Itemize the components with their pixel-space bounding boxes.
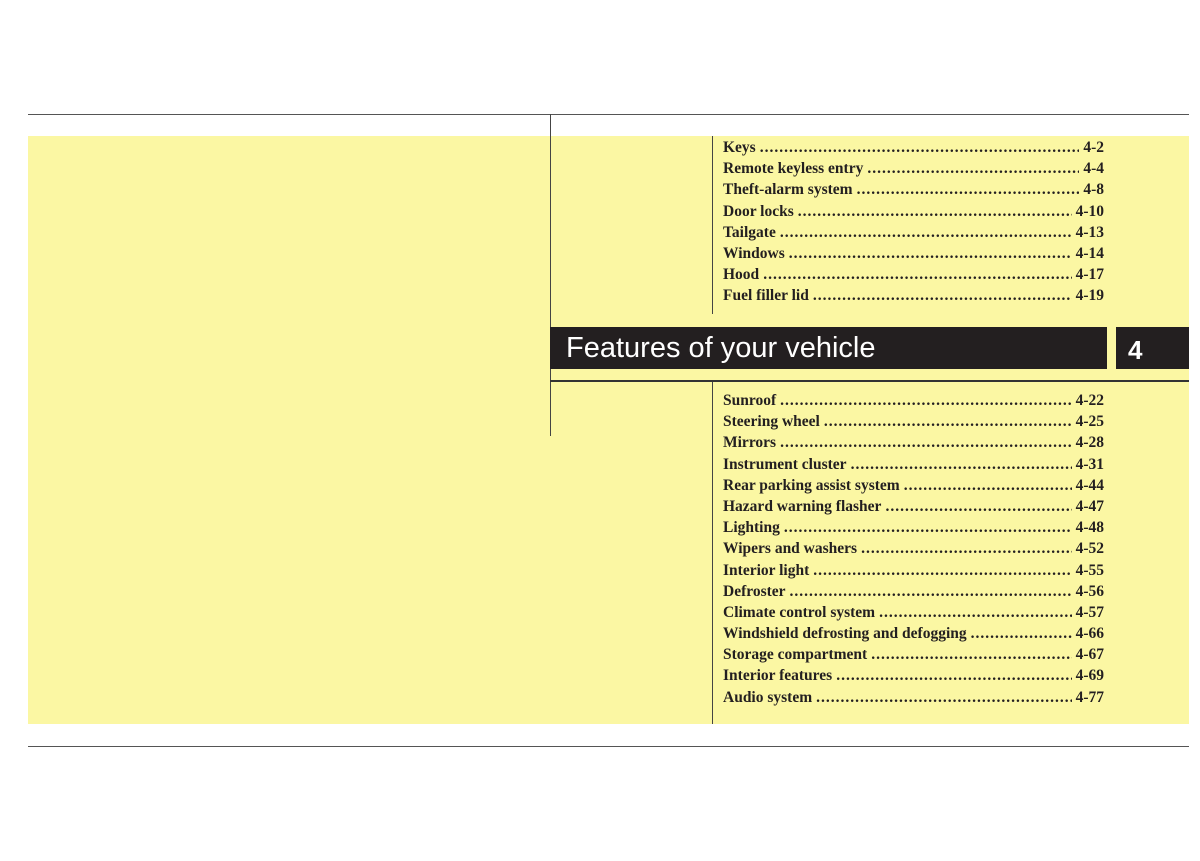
- toc-entry[interactable]: [723, 519, 1104, 540]
- divider-vertical-left: [550, 114, 551, 436]
- leader-dots: [971, 625, 1072, 643]
- toc-entry-label: Interior features: [723, 667, 833, 685]
- toc-entry[interactable]: [723, 562, 1104, 583]
- toc-entry[interactable]: [723, 540, 1104, 561]
- toc-entry-page: 4-4: [1083, 160, 1104, 178]
- toc-divider-lower: [712, 382, 713, 724]
- toc-entry[interactable]: [723, 434, 1104, 455]
- leader-dots: [861, 540, 1072, 558]
- toc-entry-label: Climate control system: [723, 603, 876, 621]
- leader-dots: [763, 266, 1071, 284]
- leader-dots: [790, 583, 1072, 601]
- toc-entry-label: Hazard warning flasher: [723, 497, 882, 515]
- toc-entry-page: 4-69: [1075, 667, 1104, 685]
- toc-entry[interactable]: [723, 604, 1104, 625]
- toc-entry-page: 4-28: [1075, 434, 1104, 452]
- toc-entry-page: 4-44: [1075, 476, 1104, 494]
- toc-entry-page: 4-56: [1075, 582, 1104, 600]
- toc-entry-label: Hood: [723, 266, 760, 284]
- toc-entry-page: 4-10: [1075, 202, 1104, 220]
- toc-entry-page: 4-52: [1075, 540, 1104, 558]
- toc-entry[interactable]: [723, 160, 1104, 181]
- leader-dots: [813, 287, 1072, 305]
- toc-list-upper: [723, 139, 1104, 309]
- toc-entry-page: 4-22: [1075, 392, 1104, 409]
- toc-entry-label: Lighting: [723, 519, 780, 537]
- bottom-rule: [28, 746, 1189, 747]
- toc-entry-label: Defroster: [723, 582, 786, 600]
- toc-entry[interactable]: [723, 583, 1104, 604]
- toc-entry[interactable]: [723, 646, 1104, 667]
- toc-entry-label: Instrument cluster: [723, 455, 847, 473]
- toc-entry-page: 4-66: [1075, 625, 1104, 643]
- leader-dots: [789, 245, 1072, 263]
- leader-dots: [784, 519, 1072, 537]
- toc-entry-label: Theft-alarm system: [723, 181, 853, 199]
- toc-entry-label: Rear parking assist system: [723, 476, 900, 494]
- leader-dots: [780, 392, 1071, 410]
- chapter-number: 4: [1116, 327, 1189, 369]
- toc-entry-page: 4-17: [1075, 266, 1104, 284]
- toc-entry-label: Wipers and washers: [723, 540, 858, 558]
- leader-dots: [851, 456, 1072, 474]
- toc-entry[interactable]: [723, 477, 1104, 498]
- toc-entry[interactable]: [723, 181, 1104, 202]
- toc-entry-page: 4-47: [1075, 497, 1104, 515]
- toc-entry-page: 4-31: [1075, 455, 1104, 473]
- leader-dots: [904, 477, 1072, 495]
- toc-entry-page: 4-67: [1075, 646, 1104, 664]
- toc-entry[interactable]: [723, 245, 1104, 266]
- toc-entry[interactable]: [723, 498, 1104, 519]
- toc-entry-label: Windows: [723, 244, 785, 262]
- toc-entry-label: Remote keyless entry: [723, 160, 864, 178]
- toc-entry-page: 4-25: [1075, 413, 1104, 431]
- toc-divider-upper: [712, 136, 713, 314]
- toc-entry[interactable]: [723, 224, 1104, 245]
- toc-entry-page: 4-19: [1075, 287, 1104, 305]
- toc-entry-page: 4-77: [1075, 688, 1104, 706]
- toc-entry-label: Windshield defrosting and defogging: [723, 625, 967, 643]
- chapter-title: Features of your vehicle: [550, 327, 1107, 369]
- leader-dots: [857, 181, 1080, 199]
- toc-entry-label: Storage compartment: [723, 646, 868, 664]
- top-rule: [28, 114, 1189, 115]
- toc-entry-page: 4-13: [1075, 223, 1104, 241]
- leader-dots: [836, 667, 1071, 685]
- toc-entry-label: Tailgate: [723, 223, 776, 241]
- toc-list-lower: [723, 392, 1104, 710]
- toc-entry[interactable]: [723, 456, 1104, 477]
- toc-entry-page: 4-57: [1075, 603, 1104, 621]
- toc-entry-page: 4-55: [1075, 561, 1104, 579]
- toc-entry-page: 4-48: [1075, 519, 1104, 537]
- leader-dots: [867, 160, 1079, 178]
- toc-entry[interactable]: [723, 392, 1104, 413]
- toc-entry[interactable]: [723, 625, 1104, 646]
- toc-entry[interactable]: [723, 203, 1104, 224]
- toc-entry-page: 4-8: [1083, 181, 1104, 199]
- leader-dots: [780, 434, 1072, 452]
- toc-entry-label: Mirrors: [723, 434, 777, 452]
- toc-entry-label: Sunroof: [723, 392, 777, 409]
- leader-dots: [816, 689, 1071, 707]
- leader-dots: [824, 413, 1072, 431]
- toc-entry[interactable]: [723, 287, 1104, 308]
- toc-entry[interactable]: [723, 139, 1104, 160]
- toc-entry-page: 4-2: [1083, 139, 1104, 156]
- toc-entry-label: Steering wheel: [723, 413, 820, 431]
- toc-entry[interactable]: [723, 689, 1104, 710]
- section-underline: [550, 380, 1189, 382]
- leader-dots: [760, 139, 1080, 157]
- leader-dots: [871, 646, 1071, 664]
- toc-entry[interactable]: [723, 667, 1104, 688]
- toc-entry-page: 4-14: [1075, 244, 1104, 262]
- toc-entry-label: Audio system: [723, 688, 813, 706]
- leader-dots: [879, 604, 1071, 622]
- leader-dots: [813, 562, 1071, 580]
- toc-entry-label: Interior light: [723, 561, 810, 579]
- leader-dots: [885, 498, 1071, 516]
- toc-entry-label: Keys: [723, 139, 756, 156]
- toc-entry[interactable]: [723, 266, 1104, 287]
- toc-entry[interactable]: [723, 413, 1104, 434]
- toc-entry-label: Door locks: [723, 202, 794, 220]
- leader-dots: [780, 224, 1072, 242]
- toc-entry-label: Fuel filler lid: [723, 287, 809, 305]
- leader-dots: [798, 203, 1072, 221]
